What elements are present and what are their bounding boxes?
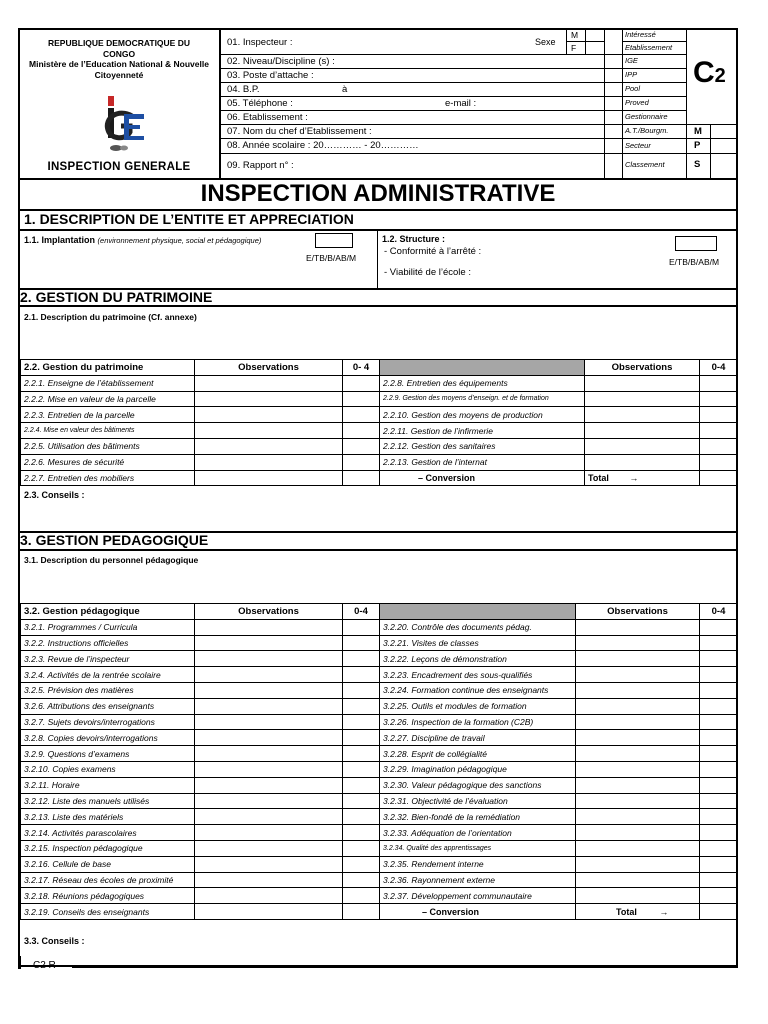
row-label: 3.2.3. Revue de l’inspecteur [21,651,195,667]
implantation-box[interactable] [315,233,353,248]
score-cell[interactable] [343,454,380,470]
score-cell[interactable] [343,777,380,793]
obs-cell[interactable] [576,714,700,730]
obs-cell[interactable] [576,856,700,872]
score-cell[interactable] [700,667,738,683]
table-row [21,470,738,486]
sexe-f: F [571,43,577,53]
row-label: 3.2.8. Copies devoirs/interrogations [21,730,195,746]
score-cell[interactable] [700,761,738,777]
score-cell[interactable] [700,840,738,856]
score-cell[interactable] [700,793,738,809]
row-label: 3.2.12. Liste des manuels utilisés [21,793,195,809]
obs-cell[interactable] [576,840,700,856]
field-chef: 07. Nom du chef d’Etablissement : [227,126,372,137]
score-cell[interactable] [700,635,738,651]
obs-cell[interactable] [195,667,343,683]
pedagogie-obs-header-right: Observations [576,604,700,620]
obs-cell[interactable] [576,635,700,651]
arrow-icon: → [659,906,669,917]
obs-cell[interactable] [195,840,343,856]
patrimoine-score-header-left: 0- 4 [343,360,380,376]
row-label: 3.2.36. Rayonnement externe [380,872,576,888]
right-label-classement: Classement [625,160,665,169]
row-label: 3.2.4. Activités de la rentrée scolaire [21,667,195,683]
table-row [21,904,738,920]
conversion-label: Conversion [425,472,476,483]
obs-cell[interactable] [195,635,343,651]
row-label: 2.2.4. Mise en valeur des bâtiments [21,423,195,439]
structure-label: 1.2. Structure : [382,234,446,244]
total-label: Total [588,472,609,483]
table-row [21,714,738,730]
row-label: 3.2.30. Valeur pédagogique des sanctions [380,777,576,793]
row-label: 3.2.1. Programmes / Curricula [21,619,195,635]
patrimoine-score-header-right: 0-4 [700,360,738,376]
score-cell[interactable] [343,682,380,698]
obs-cell[interactable] [195,714,343,730]
obs-cell[interactable] [576,651,700,667]
row-label: 2.2.1. Enseigne de l’établissement [21,375,195,391]
row-label: 3.2.21. Visites de classes [380,635,576,651]
score-cell[interactable] [343,825,380,841]
table-row [21,809,738,825]
score-cell[interactable] [343,888,380,904]
score-cell[interactable] [700,777,738,793]
right-label-ige: IGE [625,56,638,65]
score-cell[interactable] [343,872,380,888]
field-poste: 03. Poste d’attache : [227,70,314,81]
obs-cell[interactable] [195,423,343,439]
score-cell[interactable] [343,438,380,454]
row-label: 3.2.7. Sujets devoirs/interrogations [21,714,195,730]
ige-logo [88,94,154,156]
score-cell[interactable] [343,698,380,714]
score-cell[interactable] [343,651,380,667]
obs-cell[interactable] [576,698,700,714]
sexe-label: Sexe [535,37,556,47]
row-label: 2.2.10. Gestion des moyens de production [380,407,585,423]
section2-heading: 2. GESTION DU PATRIMOINE [20,289,213,305]
section1-heading: 1. DESCRIPTION DE L’ENTITE ET APPRECIATION [24,211,354,227]
obs-cell[interactable] [195,698,343,714]
score-cell[interactable] [700,809,738,825]
row-label: 3.2.23. Encadrement des sous-qualifiés [380,667,576,683]
score-cell[interactable] [700,391,738,407]
obs-cell[interactable] [576,619,700,635]
page-title: INSPECTION ADMINISTRATIVE [200,180,556,207]
field-bp: 04. B.P. [227,84,260,95]
table-row [21,746,738,762]
obs-cell[interactable] [576,872,700,888]
patrimoine-obs-header-left: Observations [195,360,343,376]
patrimoine-description: 2.1. Description du patrimoine (Cf. annexe) [24,312,197,322]
obs-cell[interactable] [576,809,700,825]
row-label: 3.2.20. Contrôle des documents pédag. [380,619,576,635]
patrimoine-conseils: 2.3. Conseils : [24,490,85,500]
score-cell[interactable] [343,619,380,635]
score-cell[interactable] [700,888,738,904]
row-label: 3.2.19. Conseils des enseignants [21,904,195,920]
header-org [20,38,218,80]
score-cell[interactable] [700,825,738,841]
right-label-proved: Proved [625,98,649,107]
obs-cell[interactable] [585,407,700,423]
footer-line [72,965,738,968]
obs-cell[interactable] [195,777,343,793]
row-label: 3.2.5. Prévision des matières [21,682,195,698]
right-label-etablissement: Etablissement [625,43,673,52]
conversion-label: Conversion [429,906,480,917]
mark-m: M [694,126,702,137]
row-label: 3.2.2. Instructions officielles [21,635,195,651]
right-label-secteur: Secteur [625,141,651,150]
row-label: 3.2.34. Qualité des apprentissages [380,840,576,856]
obs-cell[interactable] [195,761,343,777]
score-cell[interactable] [343,470,380,486]
patrimoine-title: 2.2. Gestion du patrimoine [21,360,195,376]
mark-s: S [694,159,701,170]
form-code [693,58,726,88]
org-line-3: Ministère de l’Education National & Nouvelle [29,59,209,69]
field-annee: 08. Année scolaire : 20………… - 20………… [227,140,419,151]
conversion-cell: – Conversion [380,470,585,486]
table-row [21,423,738,439]
pedagogie-gray-header [380,604,576,620]
score-cell[interactable] [343,746,380,762]
right-label-at: A.T./Bourgm. [625,126,669,135]
row-label: 3.2.11. Horaire [21,777,195,793]
patrimoine-gray-header [380,360,585,376]
obs-cell[interactable] [585,375,700,391]
implantation-label [24,236,261,245]
obs-cell[interactable] [576,777,700,793]
row-label: 3.2.37. Développement communautaire [380,888,576,904]
obs-cell[interactable] [576,793,700,809]
score-cell[interactable] [343,407,380,423]
pedagogie-conseils: 3.3. Conseils : [24,936,85,946]
table-row [21,667,738,683]
obs-cell[interactable] [195,470,343,486]
table-row [21,825,738,841]
score-cell[interactable] [343,714,380,730]
obs-cell[interactable] [585,438,700,454]
row-label: 3.2.18. Réunions pédagogiques [21,888,195,904]
score-cell[interactable] [343,840,380,856]
row-label: 3.2.35. Rendement interne [380,856,576,872]
inspection-generale-label: INSPECTION GENERALE [47,161,191,173]
obs-cell[interactable] [576,667,700,683]
right-label-pool: Pool [625,84,641,93]
table-row [21,698,738,714]
mark-p: P [694,140,701,151]
row-label: 3.2.13. Liste des matériels [21,809,195,825]
obs-cell[interactable] [195,809,343,825]
table-row [21,438,738,454]
table-row [21,730,738,746]
sexe-m: M [571,30,579,40]
score-cell[interactable] [343,809,380,825]
table-row [21,777,738,793]
score-cell[interactable] [343,635,380,651]
field-email: e-mail : [445,98,477,109]
field-inspecteur: 01. Inspecteur : [227,37,293,48]
obs-cell[interactable] [195,888,343,904]
obs-cell[interactable] [195,454,343,470]
score-cell[interactable] [700,407,738,423]
pedagogie-obs-header-left: Observations [195,604,343,620]
score-cell[interactable] [700,454,738,470]
table-row [21,651,738,667]
obs-cell[interactable] [195,407,343,423]
viabilite-label: - Viabilité de l’école : [384,267,471,278]
score-cell[interactable] [343,904,380,920]
row-label: 2.2.9. Gestion des moyens d’enseign. et de formation [380,391,585,407]
row-label: 2.2.13. Gestion de l’internat [380,454,585,470]
row-label: 3.2.27. Discipline de travail [380,730,576,746]
form-code-sub: 2 [714,65,726,87]
total-value-cell[interactable] [700,470,738,486]
org-line-1: REPUBLIQUE DEMOCRATIQUE DU [48,38,190,48]
score-cell[interactable] [343,375,380,391]
obs-cell[interactable] [585,423,700,439]
obs-cell[interactable] [195,682,343,698]
section3-heading: 3. GESTION PEDAGOGIQUE [20,532,209,548]
row-label: 2.2.8. Entretien des équipements [380,375,585,391]
implantation-note: (environnement physique, social et pédagogique) [97,236,262,245]
table-row [21,375,738,391]
row-label: 3.2.26. Inspection de la formation (C2B) [380,714,576,730]
score-cell[interactable] [700,423,738,439]
structure-scale: E/TB/B/AB/M [669,257,720,267]
score-cell[interactable] [343,423,380,439]
score-cell[interactable] [700,856,738,872]
obs-cell[interactable] [195,391,343,407]
score-cell[interactable] [343,667,380,683]
table-row [21,635,738,651]
table-row [21,872,738,888]
score-cell[interactable] [700,698,738,714]
row-label: 2.2.7. Entretien des mobiliers [21,470,195,486]
obs-cell[interactable] [195,619,343,635]
row-label: 3.2.9. Questions d’examens [21,746,195,762]
table-row [21,454,738,470]
conversion-cell: – Conversion [380,904,576,920]
obs-cell[interactable] [195,904,343,920]
field-etablissement: 06. Etablissement : [227,112,308,123]
row-label: 2.2.5. Utilisation des bâtiments [21,438,195,454]
row-label: 3.2.10. Copies examens [21,761,195,777]
score-cell[interactable] [343,391,380,407]
row-label: 3.2.25. Outils et modules de formation [380,698,576,714]
pedagogie-score-header-left: 0-4 [343,604,380,620]
table-row [21,619,738,635]
row-label: 3.2.14. Activités parascolaires [21,825,195,841]
row-label: 2.2.11. Gestion de l’infirmerie [380,423,585,439]
row-label: 3.2.28. Esprit de collégialité [380,746,576,762]
score-cell[interactable] [343,761,380,777]
obs-cell[interactable] [195,793,343,809]
obs-cell[interactable] [195,856,343,872]
score-cell[interactable] [700,375,738,391]
obs-cell[interactable] [585,391,700,407]
total-cell [585,470,700,486]
score-cell[interactable] [700,730,738,746]
score-cell[interactable] [700,651,738,667]
row-label: 3.2.24. Formation continue des enseignants [380,682,576,698]
score-cell[interactable] [700,438,738,454]
obs-cell[interactable] [585,454,700,470]
obs-cell[interactable] [576,682,700,698]
obs-cell[interactable] [576,888,700,904]
obs-cell[interactable] [195,872,343,888]
table-row [21,888,738,904]
obs-cell[interactable] [195,438,343,454]
right-label-ipp: IPP [625,70,638,79]
patrimoine-table [20,359,738,486]
footer-mark [18,956,21,969]
total-cell [576,904,700,920]
obs-cell[interactable] [576,761,700,777]
right-label-gestionnaire: Gestionnaire [625,112,668,121]
table-row [21,840,738,856]
form-code-letter: C [693,56,715,89]
obs-cell[interactable] [576,746,700,762]
table-row [21,793,738,809]
obs-cell[interactable] [195,375,343,391]
pedagogie-table [20,603,738,920]
field-telephone: 05. Téléphone : [227,98,293,109]
score-cell[interactable] [700,872,738,888]
score-cell[interactable] [700,714,738,730]
field-rapport: 09. Rapport n° : [227,160,294,171]
total-value-cell[interactable] [700,904,738,920]
row-label: 3.2.15. Inspection pédagogique [21,840,195,856]
row-label: 2.2.2. Mise en valeur de la parcelle [21,391,195,407]
score-cell[interactable] [700,746,738,762]
row-label: 3.2.17. Réseau des écoles de proximité [21,872,195,888]
row-label: 3.2.29. Imagination pédagogique [380,761,576,777]
row-label: 3.2.33. Adéquation de l’orientation [380,825,576,841]
total-label: Total [616,906,637,917]
org-line-2: CONGO [102,48,136,59]
implantation-title: 1.1. Implantation [24,235,96,245]
personnel-description: 3.1. Description du personnel pédagogique [24,555,199,565]
table-row [21,761,738,777]
field-bp-a: à [342,84,348,95]
obs-cell[interactable] [576,825,700,841]
obs-cell[interactable] [576,730,700,746]
row-label: 3.2.32. Bien-fondé de la remédiation [380,809,576,825]
obs-cell[interactable] [195,825,343,841]
row-label: 3.2.6. Attributions des enseignants [21,698,195,714]
field-niveau: 02. Niveau/Discipline (s) : [227,56,335,67]
table-row [21,682,738,698]
obs-cell[interactable] [195,746,343,762]
row-label: 3.2.31. Objectivité de l’évaluation [380,793,576,809]
score-cell[interactable] [343,730,380,746]
score-cell[interactable] [343,856,380,872]
implantation-scale: E/TB/B/AB/M [306,253,357,263]
pedagogie-title: 3.2. Gestion pédagogique [21,604,195,620]
structure-box[interactable] [675,236,717,251]
score-cell[interactable] [700,619,738,635]
right-label-interesse: Intéressé [625,30,656,39]
pedagogie-score-header-right: 0-4 [700,604,738,620]
obs-cell[interactable] [195,730,343,746]
patrimoine-obs-header-right: Observations [585,360,700,376]
conformite-label: - Conformité à l’arrêté : [384,246,482,257]
row-label: 3.2.16. Cellule de base [21,856,195,872]
arrow-icon: → [629,472,639,483]
org-line-4: Citoyenneté [94,69,144,80]
row-label: 2.2.3. Entretien de la parcelle [21,407,195,423]
table-row [21,407,738,423]
score-cell[interactable] [700,682,738,698]
row-label: 2.2.12. Gestion des sanitaires [380,438,585,454]
obs-cell[interactable] [195,651,343,667]
row-label: 3.2.22. Leçons de démonstration [380,651,576,667]
score-cell[interactable] [343,793,380,809]
footer-code: C2 R [33,960,56,971]
table-row [21,856,738,872]
table-row [21,391,738,407]
row-label: 2.2.6. Mesures de sécurité [21,454,195,470]
